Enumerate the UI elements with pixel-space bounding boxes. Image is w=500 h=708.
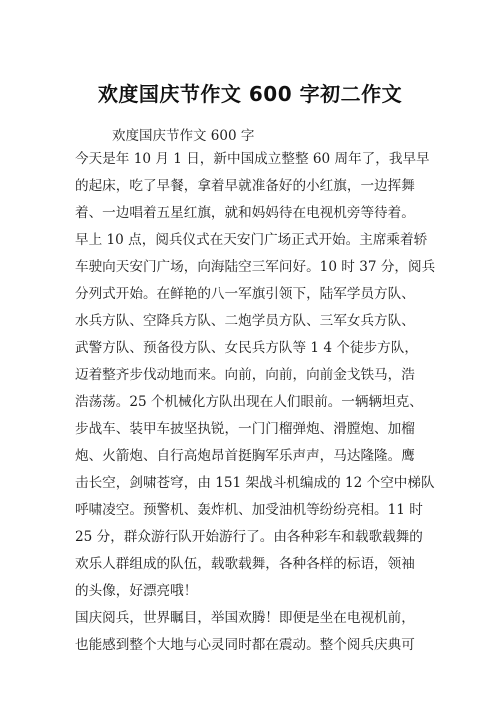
text-line: 分列式开始。在鲜艳的八一军旗引领下，陆军学员方队、: [75, 286, 415, 302]
text-line: 着、一边唱着五星红旗，就和妈妈待在电视机旁等待着。: [75, 205, 415, 221]
text-line: 呼啸凌空。预警机、轰炸机、加受油机等纷纷亮相。11 时: [75, 502, 423, 518]
text-line: 国庆阅兵，世界瞩目，举国欢腾！即便是坐在电视机前，: [75, 610, 415, 626]
text-line: 步战车、装甲车披坚执锐，一门门榴弹炮、滑膛炮、加榴: [75, 421, 415, 437]
text-line: 车驶向天安门广场，向海陆空三军问好。10 时 37 分，阅兵: [75, 259, 436, 275]
text-line: 武警方队、预备役方队、女民兵方队等 1 4 个徒步方队，: [75, 340, 418, 356]
text-line: 浩荡荡。25 个机械化方队出现在人们眼前。一辆辆坦克、: [75, 394, 423, 410]
text-line: 水兵方队、空降兵方队、二炮学员方队、三军女兵方队、: [75, 313, 415, 329]
document-subtitle: 欢度国庆节作文 600 字: [112, 128, 255, 144]
text-line: 欢乐人群组成的队伍，载歌载舞，各种各样的标语，领袖: [75, 556, 415, 572]
text-line: 25 分，群众游行队开始游行了。由各种彩车和载歌载舞的: [75, 529, 423, 545]
text-line: 击长空，剑啸苍穹，由 151 架战斗机编成的 12 个空中梯队: [75, 475, 435, 491]
text-line: 也能感到整个大地与心灵同时都在震动。整个阅兵庆典可: [75, 637, 415, 653]
text-line: 的起床，吃了早餐，拿着早就准备好的小红旗，一边挥舞: [75, 178, 415, 194]
text-line: 迈着整齐步伐动地而来。向前，向前，向前金戈铁马，浩: [75, 367, 415, 383]
text-line: 的头像，好漂亮哦！: [75, 583, 198, 599]
text-line: 炮、火箭炮、自行高炮昂首挺胸军乐声声，马达隆隆。鹰: [75, 448, 415, 464]
text-line: 今天是年 10 月 1 日，新中国成立整整 60 周年了，我早早: [75, 151, 430, 167]
document-title: 欢度国庆节作文 600 字初二作文: [97, 82, 403, 106]
text-line: 早上 10 点，阅兵仪式在天安门广场正式开始。主席乘着轿: [75, 232, 428, 248]
